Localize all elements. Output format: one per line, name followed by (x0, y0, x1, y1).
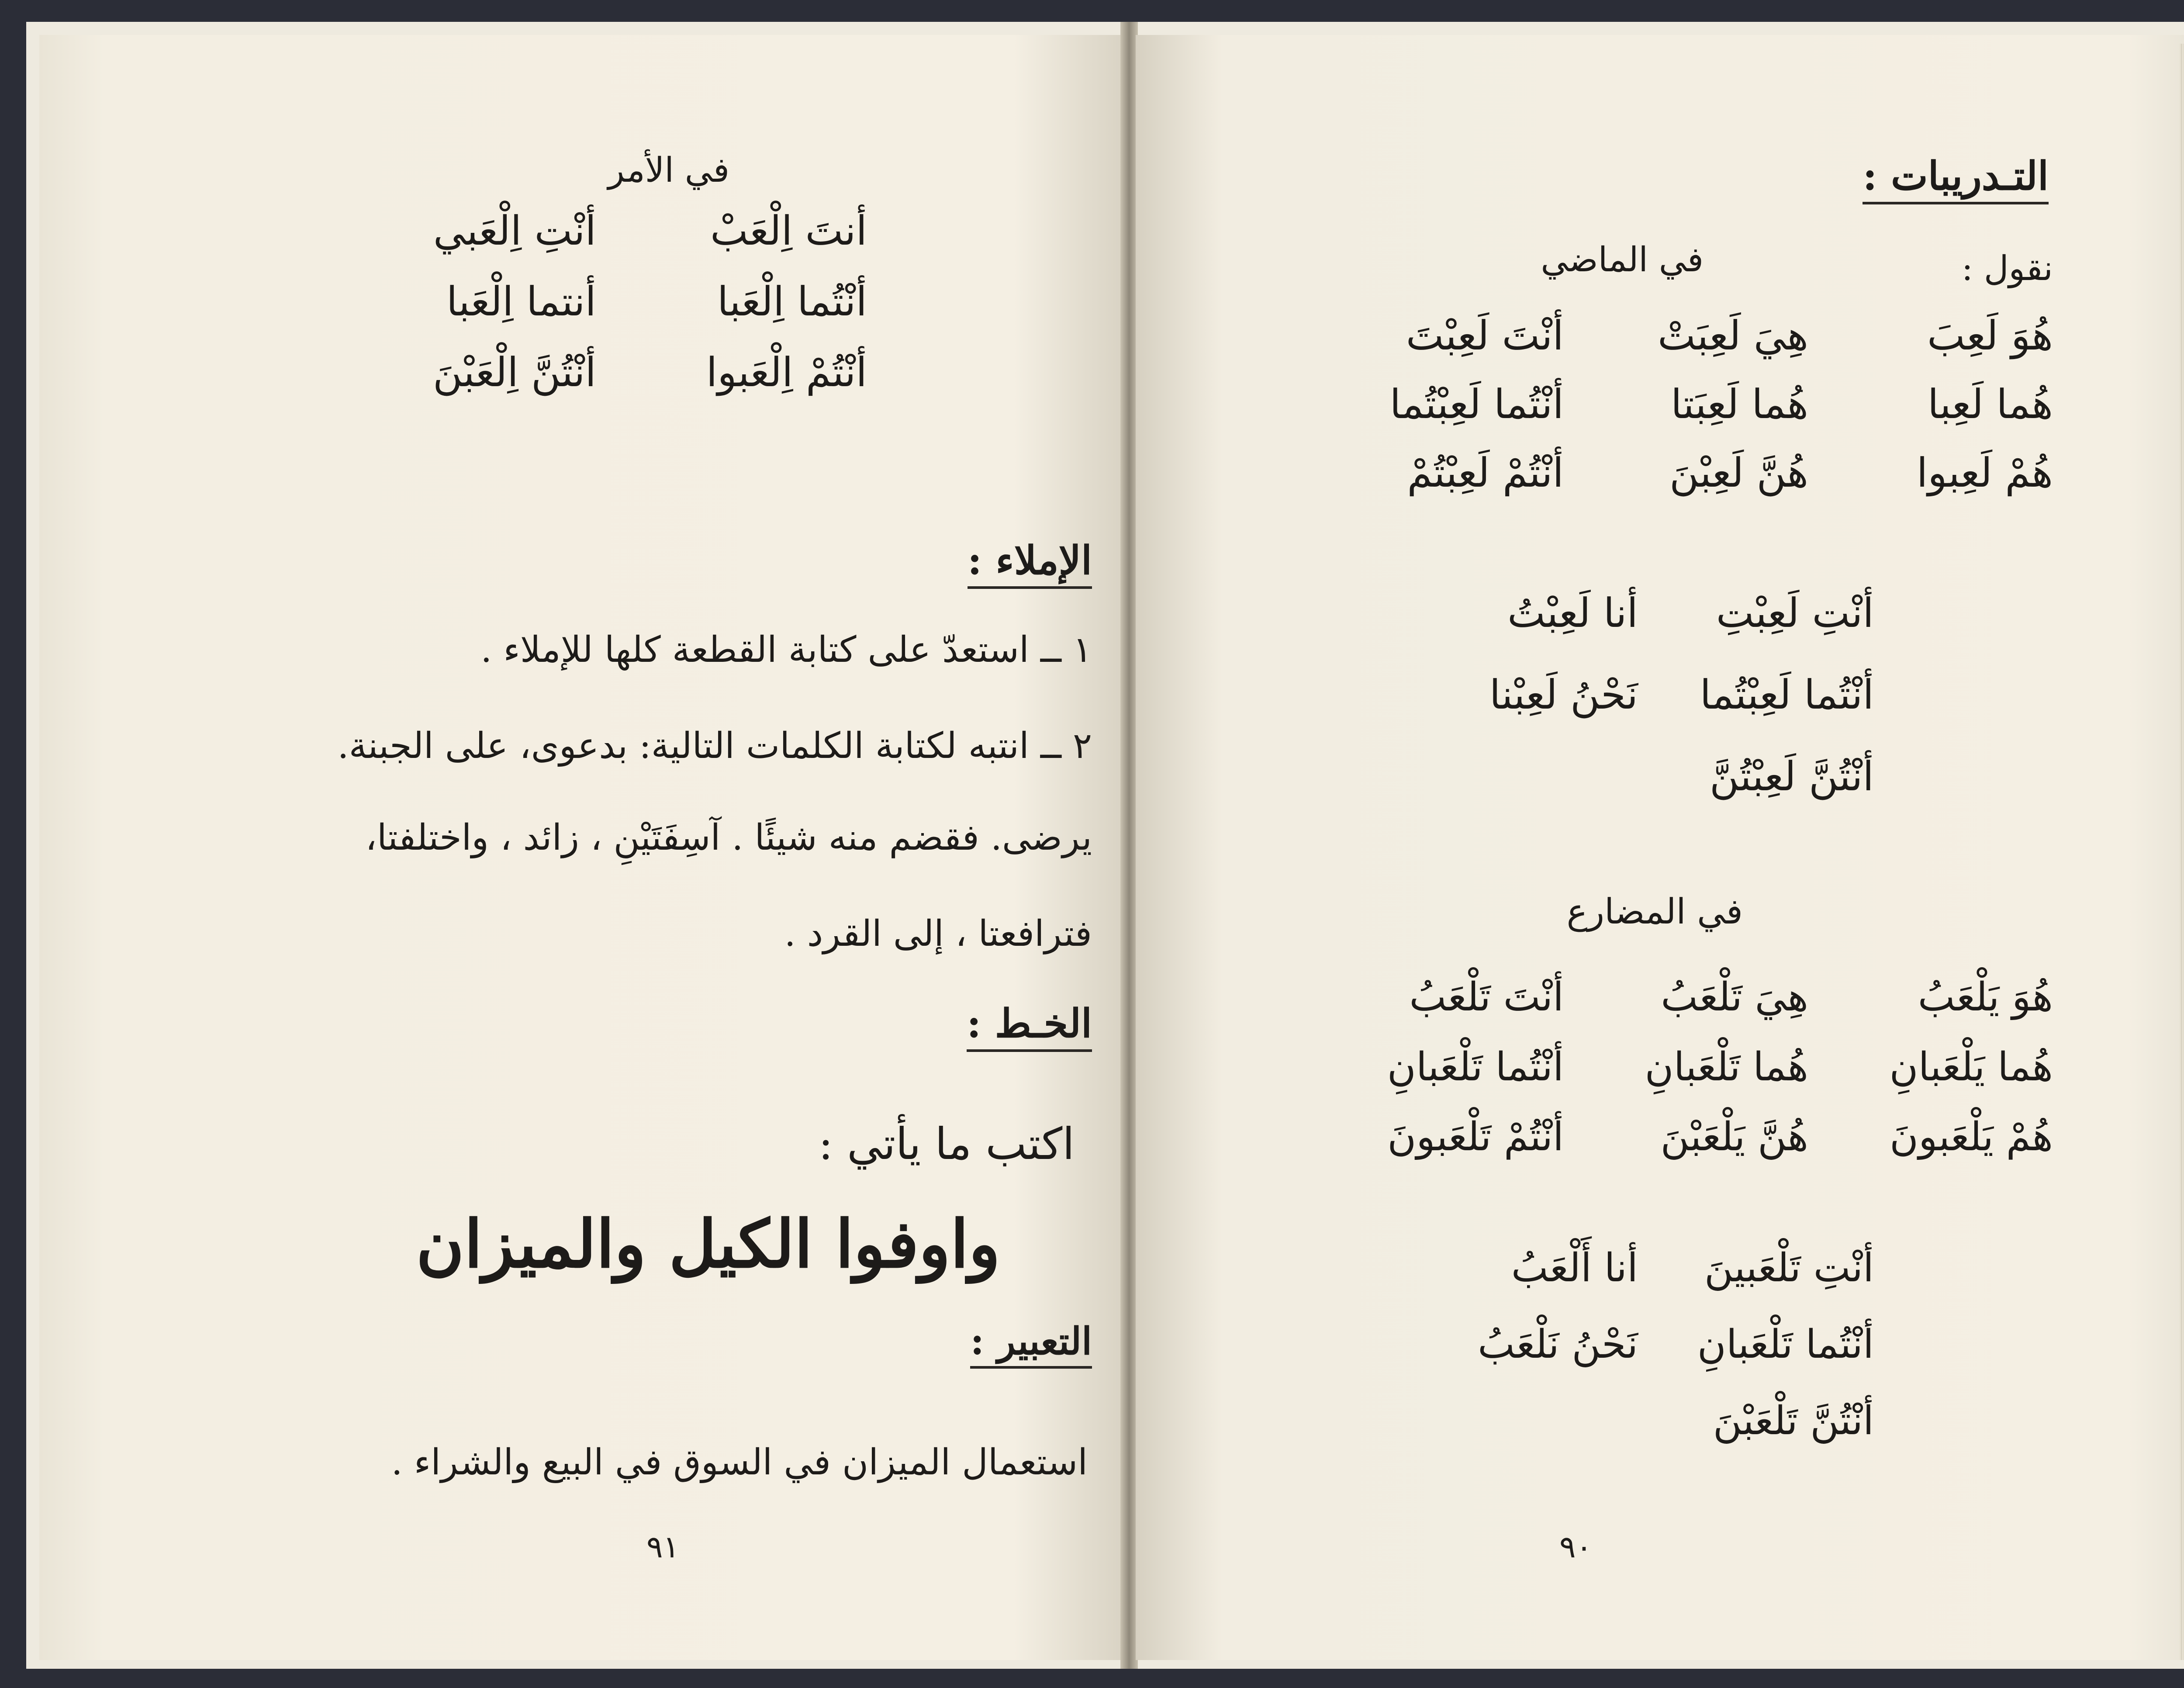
present-cell: هُنَّ يَلْعَبْنَ (1660, 1114, 1808, 1160)
present-cell: نَحْنُ نَلْعَبُ (1478, 1321, 1638, 1367)
past-cell: نَحْنُ لَعِبْنا (1489, 671, 1638, 718)
imperative-cell: أنْتُنَّ اِلْعَبْنَ (433, 349, 596, 396)
present-cell: أنْتُما تَلْعَبانِ (1697, 1321, 1874, 1367)
imperative-table (325, 208, 867, 396)
present-table (1319, 974, 2053, 1160)
past-cell: أنْتُمْ لَعِبْتُمْ (1407, 450, 1564, 496)
past-cell: أنا لَعِبْتُ (1507, 590, 1638, 636)
present-cell: هُوَ يَلْعَبُ (1918, 974, 2053, 1020)
past-cell: أنْتُما لَعِبْتُما (1389, 381, 1564, 428)
imperative-heading: في الأمر (608, 151, 729, 190)
expression-text: استعمال الميزان في السوق في البيع والشراء . (391, 1442, 1088, 1483)
present-cell: أنْتَ تَلْعَبُ (1409, 974, 1564, 1020)
dictation-heading: الإملاء : (968, 537, 1092, 589)
present-extra-table (1393, 1245, 1874, 1444)
open-book (26, 22, 2184, 1669)
present-heading: في المضارع (1566, 891, 1743, 932)
past-cell: هُما لَعِبا (1927, 381, 2053, 428)
dictation-continued: يرضى. فقضم منه شيئًا . آسِفَتَيْنِ ، زائد ، واختلفتا، (365, 817, 1092, 858)
past-cell: أنْتَ لَعِبْتَ (1406, 312, 1564, 359)
present-cell: أنْتُما تَلْعَبانِ (1387, 1044, 1564, 1090)
past-cell: هُنَّ لَعِبْنَ (1669, 450, 1808, 496)
dictation-item: ١ ــ استعدّ على كتابة القطعة كلها للإملاء . (480, 629, 1092, 671)
present-cell: أنْتُنَّ تَلْعَبْنَ (1713, 1398, 1874, 1444)
right-page (1136, 35, 2184, 1660)
handwriting-heading: الخـط : (967, 1000, 1092, 1052)
handwriting-instruction: اكتب ما يأتي : (818, 1118, 1075, 1169)
imperative-cell: أنتما اِلْعَبا (446, 278, 596, 325)
past-table (1319, 312, 2053, 496)
page-edges (2180, 44, 2184, 1660)
handwriting-sample: واوفوا الكيل والميزان (416, 1206, 1000, 1283)
imperative-cell: أنْتُما اِلْعَبا (717, 278, 867, 325)
page-number: ٩٠ (1559, 1529, 1593, 1565)
past-cell: أنْتِ لَعِبْتِ (1716, 590, 1874, 636)
imperative-cell: أنْتُمْ اِلْعَبوا (706, 349, 867, 396)
dictation-continued: فترافعتا ، إلى القرد . (784, 913, 1092, 955)
dictation-item: ٢ ــ انتبه لكتابة الكلمات التالية: بدعوى، على الجبنة. (337, 725, 1092, 767)
imperative-cell: أنتَ اِلْعَبْ (710, 208, 867, 254)
past-cell (1393, 753, 1638, 800)
book-spine (1120, 22, 1138, 1669)
past-heading: في الماضي (1541, 240, 1704, 280)
expression-heading: التعبير : (970, 1319, 1092, 1369)
present-cell: هُما يَلْعَبانِ (1889, 1044, 2053, 1090)
we-say-label: نقول : (1961, 249, 2053, 288)
past-cell: أنْتُما لَعِبْتُما (1700, 671, 1874, 718)
left-page (39, 35, 1123, 1660)
past-cell: هِيَ لَعِبَتْ (1658, 312, 1808, 359)
past-cell: أنْتُنَّ لَعِبْتُنَّ (1709, 753, 1874, 800)
page-number: ٩١ (646, 1529, 680, 1565)
past-cell: هُوَ لَعِبَ (1927, 312, 2053, 359)
exercises-heading: التـدريبات : (1863, 153, 2049, 204)
past-cell: هُمْ لَعِبوا (1916, 450, 2053, 496)
past-cell: هُما لَعِبَتا (1671, 381, 1808, 428)
present-cell (1393, 1398, 1638, 1444)
present-cell: هُمْ يَلْعَبونَ (1890, 1114, 2053, 1160)
present-cell: هُما تَلْعَبانِ (1645, 1044, 1808, 1090)
present-cell: أنْتِ تَلْعَبينَ (1704, 1245, 1874, 1291)
past-extra-table (1393, 590, 1874, 800)
imperative-cell: أنْتِ اِلْعَبي (433, 208, 596, 254)
present-cell: هِيَ تَلْعَبُ (1661, 974, 1808, 1020)
present-cell: أنا أَلْعَبُ (1511, 1245, 1638, 1291)
present-cell: أنْتُمْ تَلْعَبونَ (1387, 1114, 1564, 1160)
